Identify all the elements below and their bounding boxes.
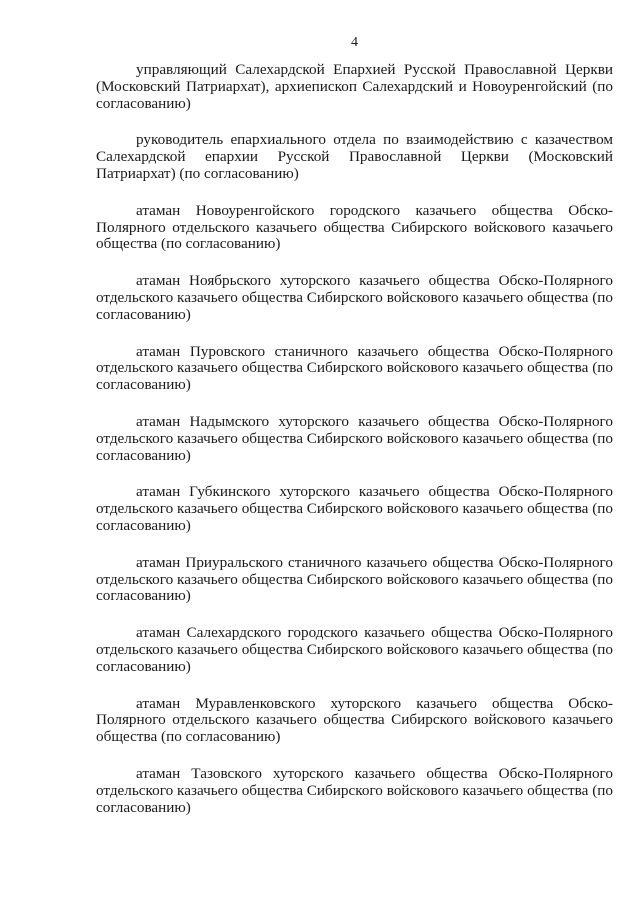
list-item: атаман Пуровского станичного казачьего общества Обско-Полярного отдельского казачьего общества Сибирского войскового казачьего общества (по согласованию) [96,342,613,394]
list-item: атаман Тазовского хуторского казачьего общества Обско-Полярного отдельского казачьего общества Сибирского войскового казачьего общества (по согласованию) [96,764,613,816]
page-number: 4 [351,35,358,50]
list-item: атаман Новоуренгойского городского казачьего общества Обско-Полярного отдельского казачьего общества Сибирского войскового казачьего общества (по согласованию) [96,201,613,253]
list-item: атаман Надымского хуторского казачьего общества Обско-Полярного отдельского казачьего общества Сибирского войскового казачьего общества (по согласованию) [96,412,613,464]
list-item: атаман Муравленковского хуторского казачьего общества Обско-Полярного отдельского казачьего общества Сибирского войскового казачьего общества (по согласованию) [96,694,613,746]
list-item: атаман Приуральского станичного казачьего общества Обско-Полярного отдельского казачьего общества Сибирского войскового казачьего общества (по согласованию) [96,553,613,605]
list-item: атаман Губкинского хуторского казачьего общества Обско-Полярного отдельского казачьего общества Сибирского войскового казачьего общества (по согласованию) [96,483,613,534]
list-item: атаман Ноябрьского хуторского казачьего общества Обско-Полярного отдельского казачьего общества Сибирского войскового казачьего общества (по согласованию) [96,272,613,323]
list-item: атаман Салехардского городского казачьего общества Обско-Полярного отдельского казачьего общества Сибирского войскового казачьего общества (по согласованию) [96,624,613,675]
list-item: управляющий Салехардской Епархией Русской Православной Церкви (Московский Патриархат), архиепископ Салехардский и Новоуренгойский (по согласованию) [96,61,613,112]
list-item: руководитель епархиального отдела по взаимодействию с казачеством Салехардской епархии Русской Православной Церкви (Московский Патриархат) (по согласованию) [96,131,613,182]
